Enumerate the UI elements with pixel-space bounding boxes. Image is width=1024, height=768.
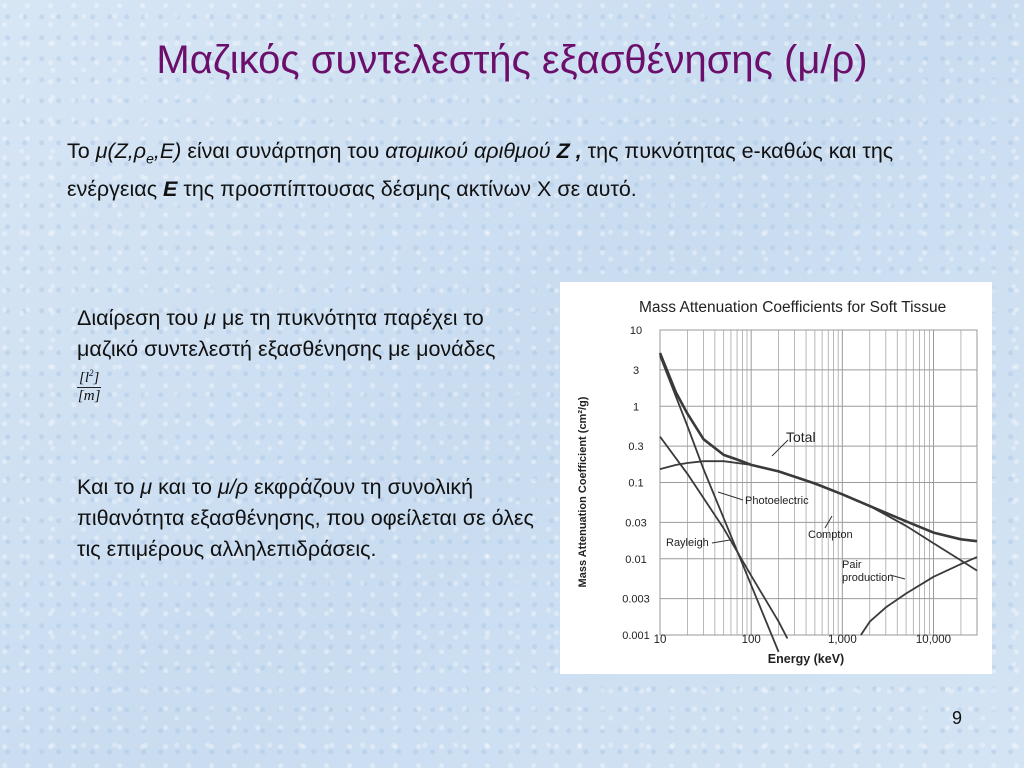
mu-rho-symbol: μ/ρ [217, 475, 249, 499]
series-line-pair-production [861, 557, 977, 635]
text-run: εκφράζουν τη συνολική πιθανότητα εξασθένησης, που οφείλεται σε όλες τις επιμέρους αλληλεπιδράσεις. [77, 475, 534, 561]
annotation-total: Total [786, 429, 816, 445]
text-run: είναι συνάρτηση του [181, 139, 386, 163]
text-run: και το [152, 475, 218, 499]
units-fraction [77, 365, 101, 405]
page-number: 9 [951, 708, 962, 728]
subscript-e: e [146, 150, 154, 167]
mu-symbol: μ [204, 306, 217, 330]
x-tick-label: 10,000 [915, 634, 952, 646]
text-run: Και το [77, 475, 141, 499]
annotation-production: production [842, 572, 894, 584]
total-probability-paragraph [77, 472, 537, 565]
text-run: με τη πυκνότητα παρέχει το μαζικό συντελεστή εξασθένησης με μονάδες [77, 306, 496, 361]
mu-function-end: ,E) [153, 139, 182, 163]
mu-symbol: μ [140, 475, 153, 499]
tick-label-layer [622, 325, 951, 646]
annotation-pointer-photoelectric [718, 492, 743, 500]
text-run: της προσπίπτουσας δέσμης ακτίνων Χ σε αυτό. [177, 177, 637, 202]
x-axis-label: Energy (keV) [767, 652, 845, 666]
y-tick-label: 0.003 [622, 593, 650, 606]
annotation-rayleigh: Rayleigh [666, 537, 709, 549]
y-tick-label: 0.01 [625, 553, 647, 566]
text-run: της πυκνότητας e-καθώς και της ενέργειας [67, 139, 894, 202]
atomic-number-term: ατομικού αριθμού [385, 139, 551, 163]
y-tick-label: 3 [632, 364, 640, 377]
y-tick-label: 10 [629, 325, 643, 337]
mu-function: μ(Z,ρ [95, 139, 147, 163]
annotation-pointer-total [772, 440, 788, 456]
z-symbol: Z , [550, 139, 582, 163]
e-symbol: E [163, 177, 178, 202]
annotation-photoelectric: Photoelectric [745, 495, 809, 507]
y-tick-label: 0.3 [628, 441, 644, 454]
y-tick-label: 0.001 [622, 630, 650, 642]
slide-title: Μαζικός συντελεστής εξασθένησης (μ/ρ) [156, 38, 868, 82]
y-tick-label: 0.03 [625, 517, 647, 530]
division-paragraph [77, 303, 517, 405]
y-tick-label: 1 [632, 401, 640, 414]
fraction-numerator: $[l^2]$ [77, 365, 101, 388]
chart-svg [560, 282, 992, 674]
y-axis-label: Mass Attenuation Coefficient (cm²/g) [577, 396, 589, 588]
intro-paragraph [67, 136, 987, 205]
text-run: Το [67, 139, 96, 163]
fraction-denominator: [m] [77, 388, 101, 404]
x-tick-label: 100 [741, 634, 761, 646]
annotation-compton: Compton [808, 529, 853, 541]
attenuation-chart [560, 282, 992, 674]
x-tick-label: 1,000 [827, 634, 857, 646]
x-tick-label: 10 [653, 634, 667, 646]
grid-layer [660, 330, 977, 635]
y-tick-label: 0.1 [628, 477, 644, 490]
chart-title: Mass Attenuation Coefficients for Soft Tissue [639, 299, 947, 316]
annotation-pair: Pair [842, 559, 862, 571]
text-run: Διαίρεση του [77, 306, 205, 330]
